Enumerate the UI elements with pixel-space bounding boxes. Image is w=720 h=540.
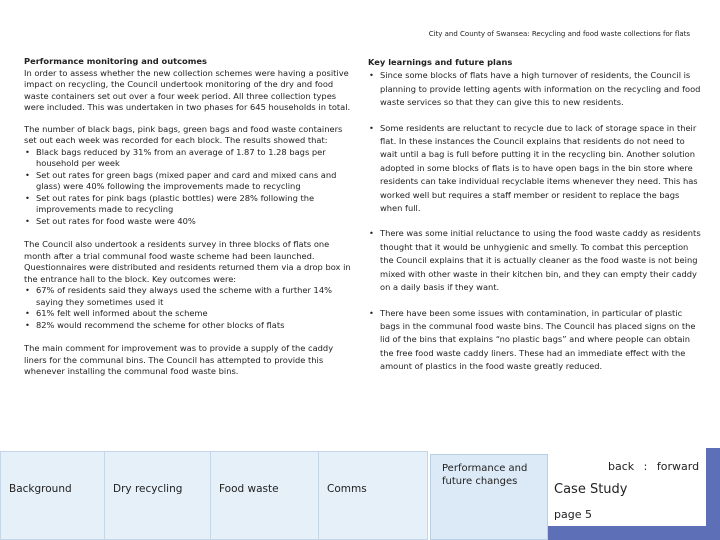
tab-performance-active[interactable]: Performance and future changes <box>430 454 548 540</box>
survey-list <box>24 285 356 331</box>
list-item: • Some residents are reluctant to recycle due to lack of storage space in their flat. In these instances the Council explains that residents do not need to wait until a bag is full before putting it in the recycling bin. Another solution adopted in some blocks of flats is to have open bags in the bin store where residents can take individual recyclable items whenever they need. This has worked well but requires a staff member or resident to replace the bags when full. <box>368 122 704 216</box>
section-tabs <box>0 448 428 540</box>
case-study-panel <box>548 448 720 540</box>
left-column <box>24 56 356 378</box>
section-heading-learnings: Key learnings and future plans <box>368 57 513 67</box>
survey-paragraph: The Council also undertook a residents survey in three blocks of flats one month after a trial communal food waste scheme had been launched. Questionnaires were distributed and residents returned them via a drop box in the entrance hall to the block. Key outcomes were: <box>24 239 351 284</box>
right-column <box>368 56 704 386</box>
improvement-paragraph: The main comment for improvement was to provide a supply of the caddy liners for the communal bins. The Council has attempted to provide this whenever installing the communal food waste bins. <box>24 343 334 376</box>
footer-navigation <box>0 448 720 540</box>
list-item: • Black bags reduced by 31% from an average of 1.87 to 1.28 bags per household per week <box>24 147 356 170</box>
list-item: • There was some initial reluctance to using the food waste caddy as residents thought that it would be unhygienic and smelly. To combat this perception the Council explains that it is actually cleaner as the food waste is not being mixed with other waste in their kitchen bin, and they can empty their caddy on a daily basis if they want. <box>368 227 704 294</box>
results-list <box>24 147 356 228</box>
page-number: page 5 <box>554 508 592 521</box>
forward-link[interactable]: forward <box>656 460 700 473</box>
page-navigation <box>608 460 699 473</box>
header-title: City and County of Swansea: Recycling and food waste collections for flats <box>428 30 690 38</box>
section-heading-performance: Performance monitoring and outcomes <box>24 56 207 66</box>
list-item: • 61% felt well informed about the scheme <box>24 308 356 320</box>
results-paragraph: The number of black bags, pink bags, green bags and food waste containers set out each week was recorded for each block. The results showed that: <box>24 123 343 145</box>
back-link[interactable]: back <box>608 460 635 473</box>
list-item: • Set out rates for green bags (mixed paper and card and mixed cans and glass) were 40% following the improvements made to recycling <box>24 170 356 193</box>
learnings-list <box>368 69 704 373</box>
nav-separator: : <box>643 460 648 473</box>
tab-dry-recycling[interactable]: Dry recycling <box>104 451 214 540</box>
tab-food-waste[interactable]: Food waste <box>210 451 320 540</box>
case-study-box <box>548 448 706 526</box>
list-item: • Since some blocks of flats have a high turnover of residents, the Council is planning to provide letting agents with information on the recycling and food waste services so that they can give this to new residents. <box>368 69 704 109</box>
list-item: • 82% would recommend the scheme for other blocks of flats <box>24 320 356 332</box>
tab-comms[interactable]: Comms <box>318 451 428 540</box>
list-item: • 67% of residents said they always used the scheme with a further 14% saying they sometimes used it <box>24 285 356 308</box>
list-item: • Set out rates for food waste were 40% <box>24 216 356 228</box>
list-item: • There have been some issues with contamination, in particular of plastic bags in the communal food waste bins. The Council has placed signs on the lid of the bins that explains “no plastic bags” and where people can obtain the free food waste caddy liners. These had an immediate effect with the amount of plastics in the food waste greatly reduced. <box>368 307 704 374</box>
tab-background[interactable]: Background <box>0 451 108 540</box>
case-study-label: Case Study <box>554 482 628 497</box>
intro-paragraph: In order to assess whether the new collection schemes were having a positive impact on recycling, the Council undertook monitoring of the dry and food waste containers set out over a four week period. All three collection types were included. This was undertaken in two phases for 645 households in total. <box>24 67 351 112</box>
list-item: • Set out rates for pink bags (plastic bottles) were 28% following the improvements made to recycling <box>24 193 356 216</box>
